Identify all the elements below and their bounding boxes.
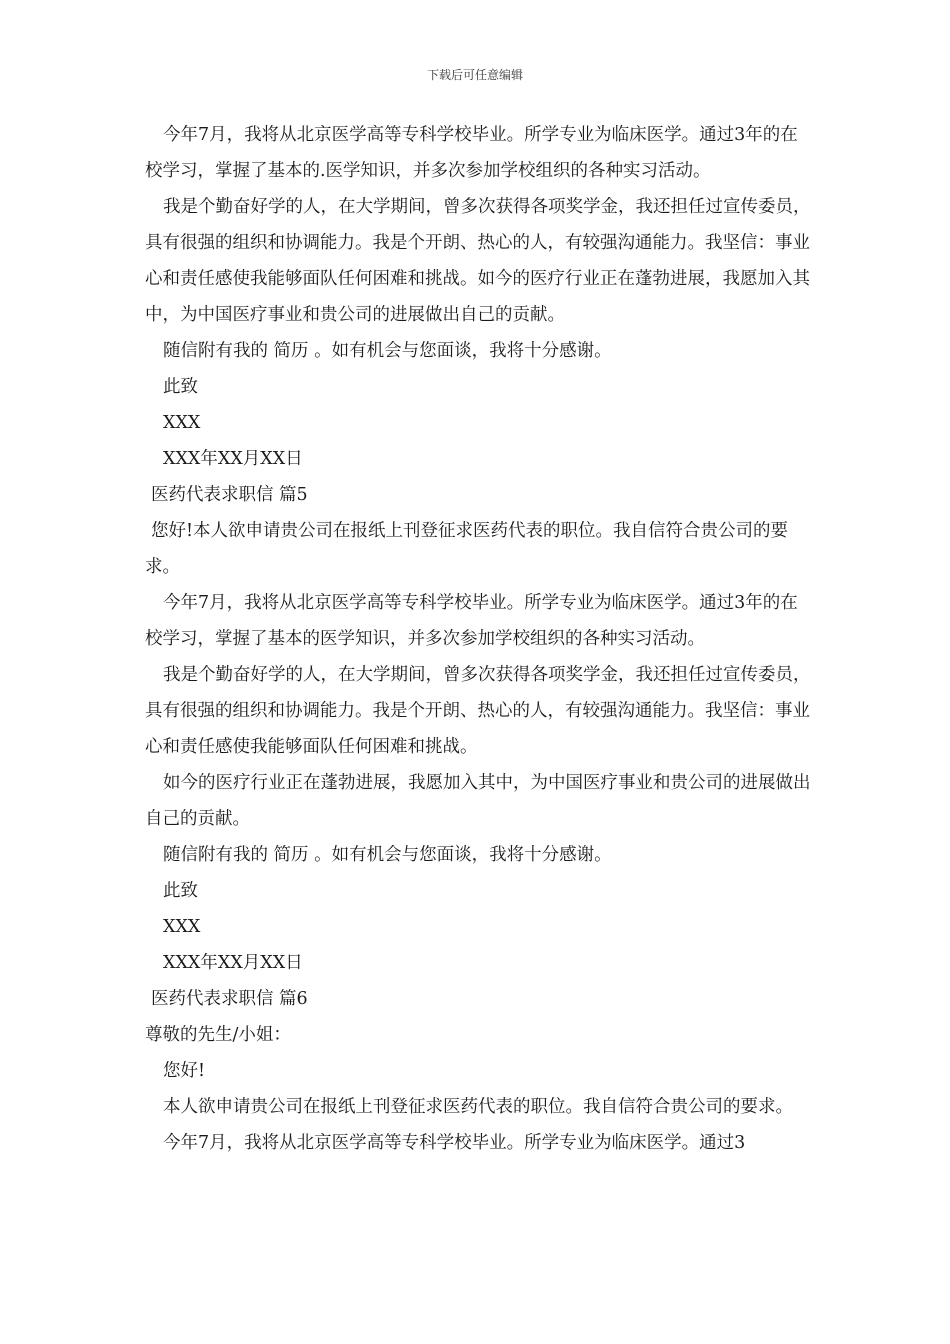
section-heading-6: 医药代表求职信 篇6 bbox=[151, 989, 308, 1009]
paragraph-personality: 我是个勤奋好学的人，在大学期间，曾多次获得各项奖学金，我还担任过宣传委员，具有很强的组织和协调能力。我是个开朗、热心的人，有较强沟通能力。我坚信：事业心和责任感使我能够面队任何困难和挑战。 bbox=[145, 665, 811, 757]
closing-salutation: 此致 bbox=[163, 377, 198, 397]
signature-name: XXX bbox=[163, 917, 201, 937]
paragraph-resume-note: 随信附有我的 简历 。如有机会与您面谈，我将十分感谢。 bbox=[163, 341, 612, 361]
paragraph-personality: 我是个勤奋好学的人，在大学期间，曾多次获得各项奖学金，我还担任过宣传委员，具有很强的组织和协调能力。我是个开朗、热心的人，有较强沟通能力。我坚信：事业心和责任感使我能够面队任何困难和挑战。如今的医疗行业正在蓬勃进展，我愿加入其中，为中国医疗事业和贵公司的进展做出自己的贡献。 bbox=[145, 197, 811, 325]
paragraph-industry: 如今的医疗行业正在蓬勃进展，我愿加入其中，为中国医疗事业和贵公司的进展做出自己的贡献。 bbox=[145, 773, 811, 829]
paragraph-resume-note: 随信附有我的 简历 。如有机会与您面谈，我将十分感谢。 bbox=[163, 845, 612, 865]
signature-date: XXX年XX月XX日 bbox=[163, 953, 303, 973]
closing-salutation: 此致 bbox=[163, 881, 198, 901]
signature-date: XXX年XX月XX日 bbox=[163, 449, 303, 469]
page-header: 下载后可任意编辑 bbox=[426, 68, 523, 82]
signature-name: XXX bbox=[163, 413, 201, 433]
paragraph-graduation: 今年7月，我将从北京医学高等专科学校毕业。所学专业为临床医学。通过3 bbox=[163, 1133, 746, 1153]
paragraph-greeting-application: 您好!本人欲申请贵公司在报纸上刊登征求医药代表的职位。我自信符合贵公司的要求。 bbox=[145, 521, 789, 577]
paragraph-graduation: 今年7月，我将从北京医学高等专科学校毕业。所学专业为临床医学。通过3年的在校学习，掌握了基本的.医学知识，并多次参加学校组织的各种实习活动。 bbox=[145, 125, 798, 181]
document-body bbox=[145, 117, 815, 1161]
section-heading-5: 医药代表求职信 篇5 bbox=[151, 485, 308, 505]
greeting: 您好! bbox=[163, 1061, 206, 1081]
paragraph-application: 本人欲申请贵公司在报纸上刊登征求医药代表的职位。我自信符合贵公司的要求。 bbox=[163, 1097, 793, 1117]
salutation: 尊敬的先生/小姐： bbox=[145, 1025, 291, 1045]
paragraph-graduation: 今年7月，我将从北京医学高等专科学校毕业。所学专业为临床医学。通过3年的在校学习，掌握了基本的医学知识，并多次参加学校组织的各种实习活动。 bbox=[145, 593, 798, 649]
